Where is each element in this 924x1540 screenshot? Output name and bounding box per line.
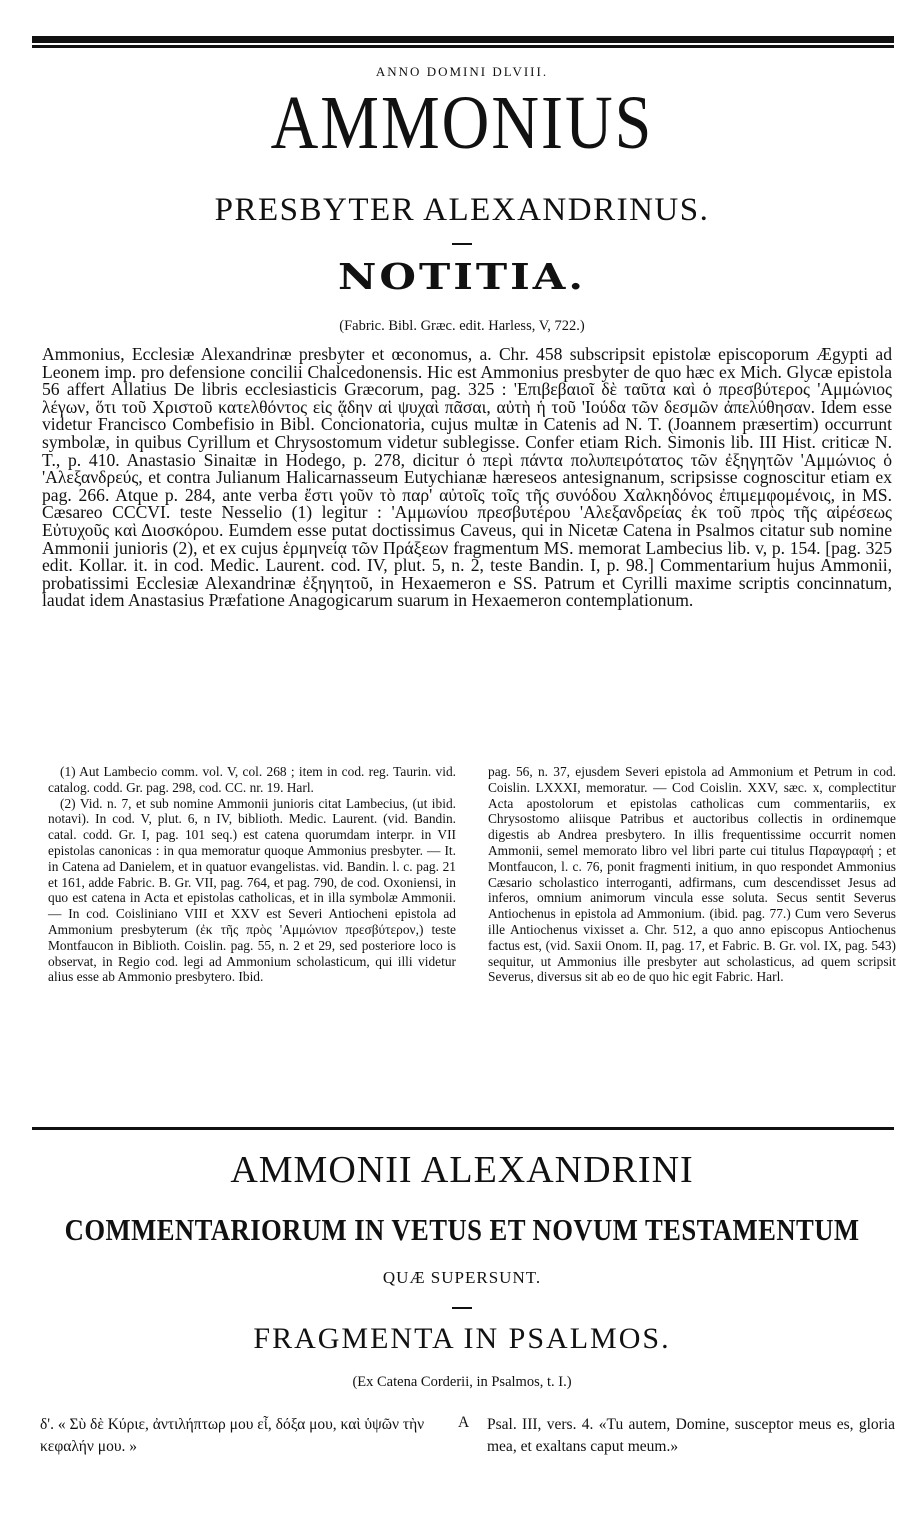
footnote-1: (1) Aut Lambecio comm. vol. V, col. 268 ; item in cod. reg. Taurin. vid. catalog. codd. Gr. pag. 298, cod. CC. nr. 19. Harl. [48, 764, 456, 795]
footnote-2-continued: pag. 56, n. 37, ejusdem Severi epistola ad Ammonium et Petrum in cod. Coislin. LXXXI, memoratur. — Cod Coislin. XXV, sæc. x, complectitur Acta apostolorum et epistolas catholicas cum commentariis, ex Chrysostomo aliisque Patribus et auctoribus collectis in ordinemque digestis ab Andrea presbytero. In illis frequentissime occurrit nomen Ammonii, semel memorato libro vel libri parte cui titulus Παραγραφή ; et Montfaucon, l. c. 76, ponit fragmenti initium, in quo respondet Ammonius Cæsario scholastico interroganti, adfirmans, cum descendisset Jesus ad inferos, omnium animorum vincula esse soluta. Secus sentit Severus Antiochenus in epistola ad Ammonium. (ibid. pag. 77.) Cum vero Severus ille Antiochenus vixisset a. Chr. 512, a quo anno episcopus Antiochenus factus est, (vid. Saxii Onom. II, pag. 17, et Fabric. B. Gr. vol. IX, pag. 543) sequitur, ut Ammonius ille presbyter aut scholasticus, ad quem scripsit Severus, diversus sit ab eo de quo hic egit Fabric. Harl. [488, 764, 896, 985]
notitia-paragraph: Ammonius, Ecclesiæ Alexandrinæ presbyter et œconomus, a. Chr. 458 subscripsit epistolæ episcoporum Ægypti ad Leonem imp. pro defensione concilii Chalcedonensis. Hic est Ammonius presbyter de quo hæc ex Mich. Glycæ epistola 56 affert Allatius De libris ecclesiasticis Græcorum, pag. 325 : 'Επιβεβαιοῖ δὲ ταῦτα καὶ ὁ πρεσβύτερος 'Αμμώνιος λέγων, ὅτι τοῦ Χριστοῦ κατελθόντος εἰς ᾅδην αἱ ψυχαὶ πᾶσαι, αὐτὴ ἡ τοῦ 'Ιούδα τῶν δεσμῶν ἀπελύθησαν. Idem esse videtur Francisco Combefisio in Bibl. Concionatoria, cujus multæ in Catenis ad N. T. (Joannem præsertim) occurrunt symbolæ, in quibus Cyrillum et Chrysostomum videtur sublegisse. Confer etiam Rich. Simonis lib. III Hist. criticæ N. T., p. 410. Anastasio Sinaitæ in Hodego, p. 278, dicitur ὁ περὶ πάντα πολυπειρότατος τῶν ἐξηγητῶν 'Αμμώνιος ὁ 'Αλεξανδρεύς, et contra Julianum Halicarnasseum Eutychianæ hæreseos antesignanum, scripsisse cognoscitur etiam ex pag. 266. Atque p. 284, ante verba ἔστι γοῦν τὸ παρ' αὐτοῖς τοῖς τῆς συνόδου Χαλκηδόνος ἐπιμεμφομένοις, in MS. Cæsareo CCCVI. teste Nesselio (1) legitur : 'Αμμωνίου πρεσβυτέρου 'Αλεξανδρείας ἐκ τοῦ πρὸς τῆς αἱρέσεως Εὐτυχοῦς καὶ Διοσκόρου. Eumdem esse putat doctissimus Caveus, qui in Nicetæ Catena in Psalmos citatur sub nomine Ammonii junioris (2), et ex cujus ἑρμηνείᾳ τῶν Πράξεων fragmentum MS. memorat Lambecius lib. v, p. 154. [pag. 325 edit. Kollar. it. in cod. Medic. Laurent. cod. IV, plut. 5, n. 2, teste Bandin. I, p. 98.] Commentarium hujus Ammonii, probatissimi Ecclesiæ Alexandrinæ ἐξηγητοῦ, in Hexaemeron e SS. Patrum et Cyrilli maxime scriptis concinnatum, laudat idem Anastasius Præfatione Anagogicarum suarum in Hexaemeron contemplationum. [42, 344, 892, 611]
psalm-greek-text: δ'. « Σὺ δὲ Κύριε, ἀντιλήπτωρ μου εἶ, δόξα μου, καὶ ὑψῶν τὴν κεφαλήν μου. » [40, 1416, 425, 1455]
psalm-latin-text: Psal. III, vers. 4. «Tu autem, Domine, susceptor meus es, gloria mea, et exaltans caput meum.» [487, 1416, 895, 1455]
author-title: AMMONIUS [270, 81, 654, 166]
column-marker: A [458, 1414, 470, 1431]
fragmenta-source: (Ex Catena Corderii, in Psalmos, t. I.) [352, 1374, 572, 1390]
footnotes-left-column [48, 764, 456, 985]
author-subtitle: PRESBYTER ALEXANDRINUS. [214, 192, 710, 228]
work-dash [452, 1307, 472, 1309]
section-rule [32, 1127, 894, 1130]
fragmenta-heading: FRAGMENTA IN PSALMOS. [253, 1322, 671, 1355]
section-heading-notitia: NOTITIA. [338, 255, 586, 298]
footnote-2: (2) Vid. n. 7, et sub nomine Ammonii junioris citat Lambecius, (ut ibid. notavi). In cod. V, plut. 6, n IV, biblioth. Medic. Laurent. (vid. Bandin. catal. codd. Gr. I, pag. 101 seq.) est catena quorumdam interpr. in VII epistolas canonicas : in qua memoratur quoque Ammonius presbyter. — It. in Catena ad Danielem, et in quatuor evangelistas. vid. Bandin. l. c. pag. 21 et 161, adde Fabric. B. Gr. VII, pag. 764, et pag. 790, de cod. Oxoniensi, in quo est catena in Acta et epistolas catholicas, et in illa symbolæ Ammonii. — In cod. Coisliniano VIII et XXV est Severi Antiocheni epistola ad Ammonium presbyterum (ἐκ τῆς πρὸς 'Αμμώνιον πρεσβύτερον,) teste Montfaucon in Biblioth. Coislin. pag. 55, n. 2 et 29, sed posteriore loco is observat, in Regio cod. legi ad Ammonium scholasticum, qui illi videtur alius esse ab Ammonio presbytero. Ibid. [48, 795, 456, 985]
work-subtitle: COMMENTARIORUM IN VETUS ET NOVUM TESTAMENTUM [64, 1212, 860, 1247]
top-double-rule [32, 36, 894, 45]
footnotes-right-column [488, 764, 896, 985]
source-note: (Fabric. Bibl. Græc. edit. Harless, V, 722.) [339, 318, 585, 334]
work-note: QUÆ SUPERSUNT. [382, 1268, 542, 1287]
work-title: AMMONII ALEXANDRINI [230, 1149, 694, 1191]
running-title: ANNO DOMINI DLVIII. [375, 64, 549, 79]
title-dash [452, 243, 472, 245]
